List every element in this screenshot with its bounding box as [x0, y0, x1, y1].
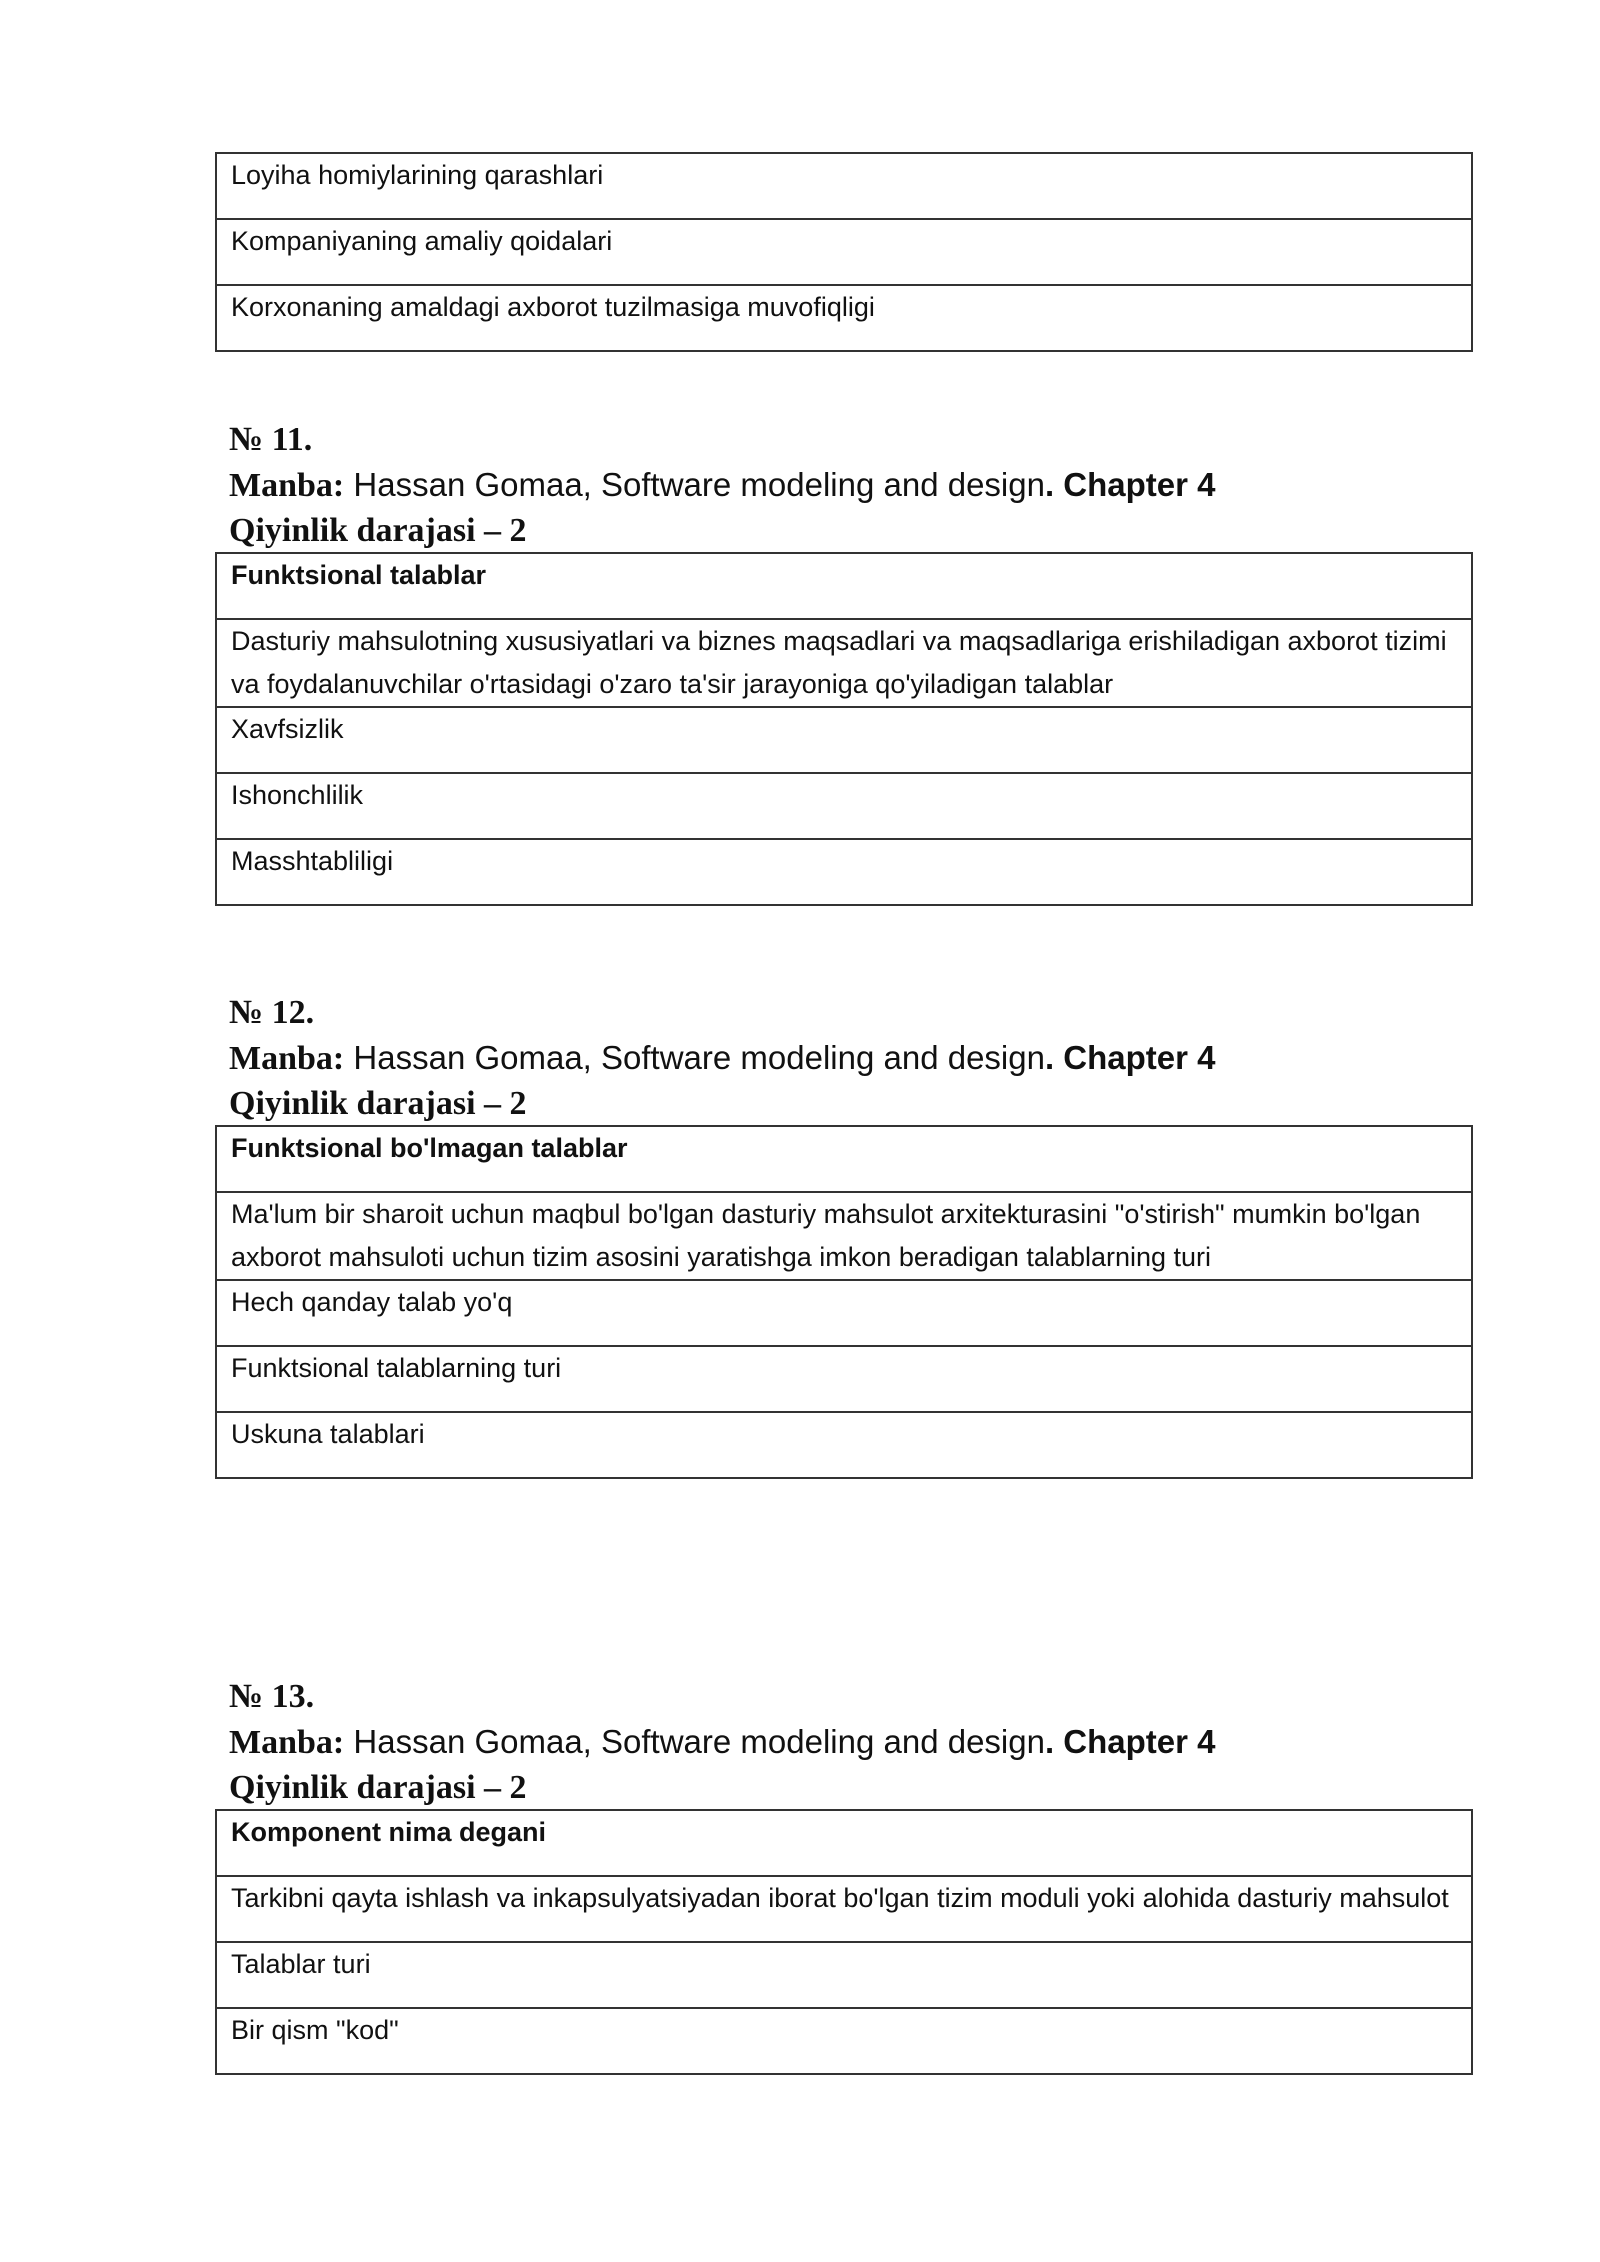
question-number: № 11. — [229, 421, 313, 458]
source-label: Manba: — [229, 1040, 345, 1077]
question-11-header — [229, 417, 1216, 553]
question-text: Funktsional talablar — [216, 553, 1472, 619]
table-row — [216, 1346, 1472, 1412]
table-row — [216, 1192, 1472, 1280]
difficulty-level: Qiyinlik darajasi – 2 — [229, 512, 527, 549]
source-line — [229, 1719, 1216, 1765]
question-13-table — [215, 1809, 1473, 2075]
source-text: Hassan Gomaa, Software modeling and design — [344, 466, 1045, 503]
table-row — [216, 1876, 1472, 1942]
source-label: Manba: — [229, 467, 345, 504]
answer-option: Masshtabliligi — [216, 839, 1472, 905]
question-12-header — [229, 990, 1216, 1126]
answer-option: Bir qism "kod" — [216, 2008, 1472, 2074]
question-12-table — [215, 1125, 1473, 1479]
question-13-header — [229, 1674, 1216, 1810]
table-row — [216, 2008, 1472, 2074]
table-row — [216, 1942, 1472, 2008]
question-number: № 13. — [229, 1678, 315, 1715]
source-chapter: . Chapter 4 — [1044, 466, 1216, 503]
difficulty-level: Qiyinlik darajasi – 2 — [229, 1085, 527, 1122]
source-line — [229, 462, 1216, 508]
source-text: Hassan Gomaa, Software modeling and design — [344, 1723, 1045, 1760]
answer-option: Korxonaning amaldagi axborot tuzilmasiga muvofiqligi — [216, 285, 1472, 351]
answer-option: Talablar turi — [216, 1942, 1472, 2008]
answer-option: Kompaniyaning amaliy qoidalari — [216, 219, 1472, 285]
table-row — [216, 553, 1472, 619]
answer-option: Loyiha homiylarining qarashlari — [216, 153, 1472, 219]
table-row — [216, 1412, 1472, 1478]
table-row — [216, 219, 1472, 285]
table-row — [216, 285, 1472, 351]
difficulty-level: Qiyinlik darajasi – 2 — [229, 1769, 527, 1806]
answer-option: Dasturiy mahsulotning xususiyatlari va biznes maqsadlari va maqsadlariga erishiladigan axborot tizimi va foydalanuvchilar o'rtasidagi o'zaro ta'sir jarayoniga qo'yiladigan talablar — [216, 619, 1472, 707]
question-text: Funktsional bo'lmagan talablar — [216, 1126, 1472, 1192]
table-row — [216, 839, 1472, 905]
table-row — [216, 707, 1472, 773]
answer-option: Funktsional talablarning turi — [216, 1346, 1472, 1412]
table-row — [216, 773, 1472, 839]
table-row — [216, 153, 1472, 219]
answer-option: Ma'lum bir sharoit uchun maqbul bo'lgan dasturiy mahsulot arxitekturasini "o'stirish" mumkin bo'lgan axborot mahsuloti uchun tizim asosini yaratishga imkon beradigan talablarning turi — [216, 1192, 1472, 1280]
source-line — [229, 1035, 1216, 1081]
source-chapter: . Chapter 4 — [1044, 1039, 1216, 1076]
answer-option: Uskuna talablari — [216, 1412, 1472, 1478]
source-text: Hassan Gomaa, Software modeling and design — [344, 1039, 1045, 1076]
source-chapter: . Chapter 4 — [1044, 1723, 1216, 1760]
question-11-table — [215, 552, 1473, 906]
answer-table-continued — [215, 152, 1473, 352]
question-text: Komponent nima degani — [216, 1810, 1472, 1876]
table-row — [216, 1280, 1472, 1346]
source-label: Manba: — [229, 1724, 345, 1761]
answer-option: Tarkibni qayta ishlash va inkapsulyatsiyadan iborat bo'lgan tizim moduli yoki alohida dasturiy mahsulot — [216, 1876, 1472, 1942]
table-row — [216, 1126, 1472, 1192]
answer-option: Hech qanday talab yo'q — [216, 1280, 1472, 1346]
table-row — [216, 1810, 1472, 1876]
answer-option: Xavfsizlik — [216, 707, 1472, 773]
table-row — [216, 619, 1472, 707]
answer-option: Ishonchlilik — [216, 773, 1472, 839]
question-number: № 12. — [229, 994, 315, 1031]
